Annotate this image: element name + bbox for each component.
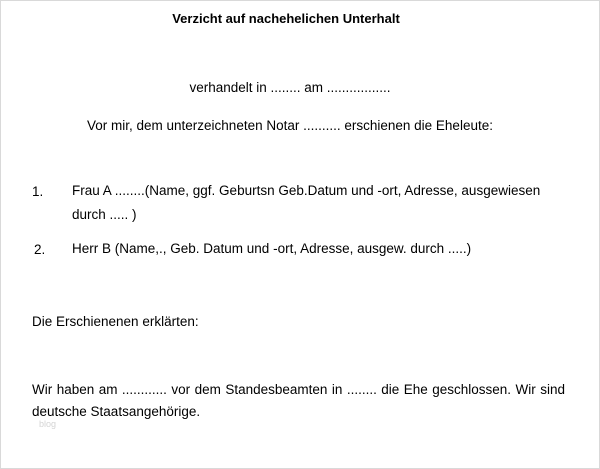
- watermark: blog: [39, 419, 57, 429]
- declaration-heading: Die Erschienenen erklärten:: [32, 314, 199, 329]
- verhandelt-line: verhandelt in ........ am .................: [189, 80, 391, 95]
- notar-line: Vor mir, dem unterzeichneten Notar .......... erschienen die Eheleute:: [87, 118, 493, 133]
- list-item-number: 1.: [32, 184, 44, 199]
- list-item-text: Frau A ........(Name, ggf. Geburtsn Geb.Datum und -ort, Adresse, ausgewiesen durch ..... ): [72, 183, 541, 222]
- document-title: Verzicht auf nachehelichen Unterhalt: [172, 11, 400, 26]
- declaration-text: Wir haben am ............ vor dem Standesbeamten in ........ die Ehe geschlossen. Wir sind deutsche Staatsangehörige.: [32, 382, 565, 419]
- list-item-text: Herr B (Name,., Geb. Datum und -ort, Adresse, ausgew. durch .....): [72, 241, 472, 256]
- list-item-number: 2.: [34, 242, 46, 257]
